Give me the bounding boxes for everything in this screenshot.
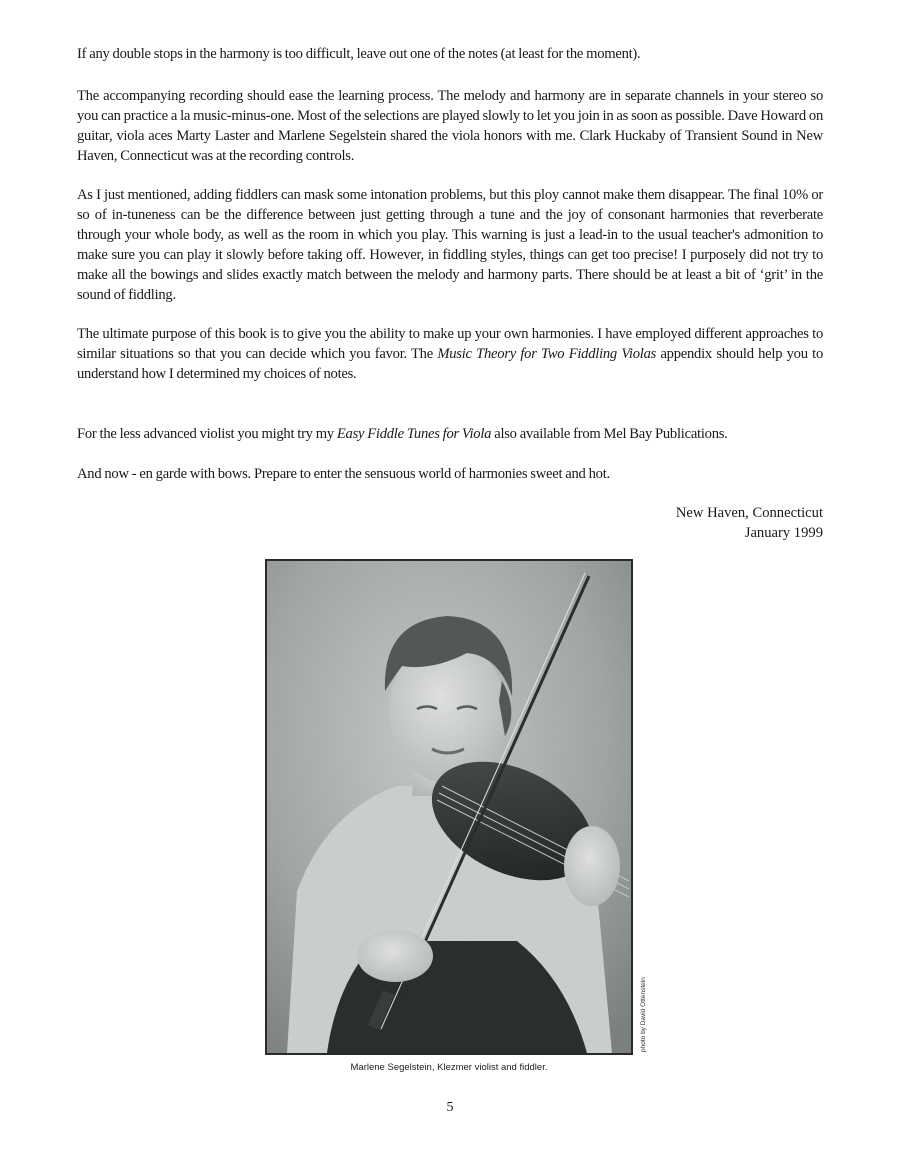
page-number: 5	[446, 1100, 454, 1115]
violist-photo	[265, 559, 633, 1055]
paragraph-en-garde: And now - en garde with bows. Prepare to enter the sensuous world of harmonies sweet and hot.	[77, 466, 610, 482]
paragraph-recording: The accompanying recording should ease the learning process. The melody and harmony are in separate channels in your stereo so you can practice a la music-minus-one. Most of the selections are played slowly to let you join in as soon as possible. Dave Howard on guitar, viola aces Marty Laster and Marlene Segelstein shared the viola honors with me. Clark Huckaby of Transient Sound in New Haven, Connecticut was at the recording controls.	[77, 88, 823, 164]
paragraph-easy-fiddle	[77, 424, 823, 444]
paragraph-double-stops: If any double stops in the harmony is too difficult, leave out one of the notes (at least for the moment).	[77, 46, 641, 62]
paragraph-easy-fiddle-text-2: also available from Mel Bay Publications.	[491, 426, 728, 442]
signature-place: New Haven, Connecticut	[675, 505, 823, 521]
paragraph-easy-fiddle-text-1: For the less advanced violist you might try my	[77, 426, 337, 442]
paragraph-purpose	[77, 324, 823, 384]
violist-photo-illustration	[267, 561, 631, 1053]
easy-fiddle-title: Easy Fiddle Tunes for Viola	[336, 426, 492, 442]
music-theory-title: Music Theory for Two Fiddling Violas	[437, 346, 657, 362]
signature-date: January 1999	[744, 525, 823, 541]
photo-credit: photo by David Ottenstein	[640, 977, 647, 1052]
paragraph-intonation: As I just mentioned, adding fiddlers can mask some intonation problems, but this ploy cannot make them disappear. The final 10% or so of in-tuneness can be the difference between just getting through a tune and the joy of consonant harmonies that reverberate through your whole body, as well as the room in which you play. This warning is just a lead-in to the usual teacher's admonition to make sure you can play it slowly before taking off. However, in fiddling styles, things can get too precise! I purposely did not try to make all the bowings and slides exactly match between the melody and harmony parts. There should be at least a bit of ‘grit’ in the sound of fiddling.	[77, 187, 823, 303]
paragraph-purpose-text-1: The ultimate purpose of this book is to give you the ability to make up your own harmonies. I have employed different approaches to similar situations so that you can decide which you favor. The	[77, 326, 823, 362]
paragraph-purpose-text-2: appendix should help you to understand how I determined my choices of notes.	[77, 346, 824, 382]
photo-caption: Marlene Segelstein, Klezmer violist and fiddler.	[350, 1062, 548, 1073]
